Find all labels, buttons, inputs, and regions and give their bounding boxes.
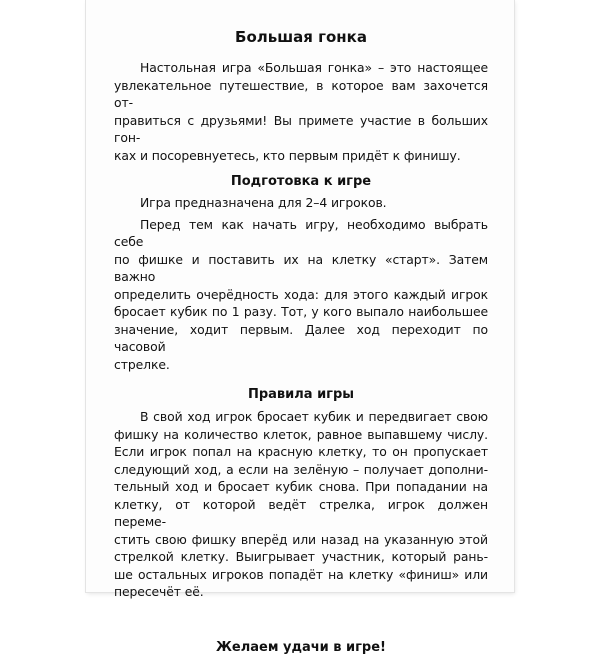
prep-line: определить очерёдность хода: для этого каждый игрок <box>114 286 488 302</box>
rules-line: В свой ход игрок бросает кубик и передвигает свою <box>140 409 488 424</box>
prep-line: Игра предназначена для 2–4 игроков. <box>140 195 387 210</box>
document-title: Большая гонка <box>235 28 367 46</box>
prep-line: Перед тем как начать игру, необходимо выбрать себе <box>114 216 488 249</box>
prep-paragraph-setup <box>114 216 488 374</box>
prep-heading: Подготовка к игре <box>230 174 372 189</box>
intro-line: Настольная игра «Большая гонка» – это настоящее <box>140 60 488 75</box>
intro-paragraph <box>114 59 488 164</box>
prep-line: по фишке и поставить их на клетку «старт». Затем важно <box>114 251 488 284</box>
rules-line: стрелкой клетку. Выигрывает участник, который рань- <box>114 549 488 564</box>
rules-line: Если игрок попал на красную клетку, то он пропускает <box>114 444 488 459</box>
intro-line: ках и посоревнуетесь, кто первым придёт к финишу. <box>114 147 461 163</box>
rules-line: клетку, от которой ведёт стрелка, игрок должен переме- <box>114 496 488 529</box>
rules-sheet <box>86 0 514 655</box>
prep-line: стрелке. <box>114 356 170 372</box>
prep-paragraph-players <box>114 194 488 212</box>
prep-line: бросает кубик по 1 разу. Тот, у кого выпало наибольшее <box>114 304 488 319</box>
rules-line: следующий ход, а если на зелёную – получает дополни- <box>114 461 488 477</box>
prep-line: значение, ходит первым. Далее ход переходит по часовой <box>114 321 488 354</box>
intro-line: увлекательное путешествие, в которое вам захочется от- <box>114 77 488 110</box>
intro-line: правиться с друзьями! Вы примете участие в больших гон- <box>114 112 488 145</box>
closing-wish: Желаем удачи в игре! <box>215 639 386 655</box>
rules-line: тельный ход и бросает кубик снова. При попадании на <box>114 479 488 494</box>
rules-line: пересечёт её. <box>114 584 204 599</box>
rules-line: ше остальных игроков попадёт на клетку «финиш» или <box>114 566 488 582</box>
rules-paragraph <box>114 408 488 601</box>
rules-heading: Правила игры <box>247 387 355 402</box>
rules-line: фишку на количество клеток, равное выпавшему числу. <box>114 426 488 442</box>
rules-line: стить свою фишку вперёд или назад на указанную этой <box>114 531 488 547</box>
